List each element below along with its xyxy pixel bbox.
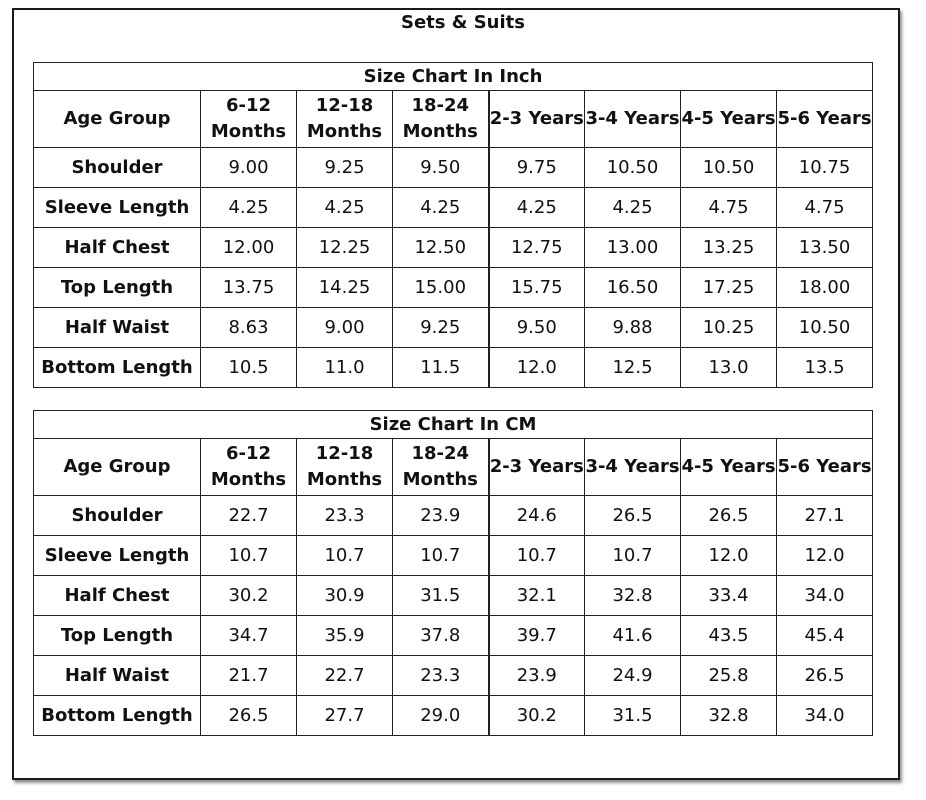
measurement-value: 9.00 [297,308,393,348]
measurement-value: 22.7 [297,656,393,696]
age-column-header: 12-18 Months [297,439,393,496]
measurement-value: 32.8 [681,696,777,736]
measurement-value: 12.00 [201,228,297,268]
measurement-label: Half Waist [34,656,201,696]
measurement-value: 26.5 [681,496,777,536]
measurement-value: 32.8 [585,576,681,616]
measurement-value: 23.3 [297,496,393,536]
measurement-value: 10.50 [585,148,681,188]
measurement-value: 10.7 [201,536,297,576]
table-row [34,308,873,348]
measurement-value: 9.00 [201,148,297,188]
measurement-label: Top Length [34,616,201,656]
age-column-header: 18-24 Months [393,439,489,496]
size-chart-inch-table [33,62,873,388]
measurement-value: 30.2 [201,576,297,616]
age-column-header: 18-24 Months [393,91,489,148]
table-row [34,616,873,656]
measurement-value: 4.25 [393,188,489,228]
age-column-header: 6-12 Months [201,439,297,496]
measurement-value: 13.00 [585,228,681,268]
measurement-value: 30.9 [297,576,393,616]
table-caption: Size Chart In Inch [34,63,873,91]
measurement-value: 30.2 [489,696,585,736]
measurement-value: 27.1 [777,496,873,536]
measurement-value: 10.5 [201,348,297,388]
table-row [34,536,873,576]
measurement-value: 9.25 [297,148,393,188]
measurement-value: 13.50 [777,228,873,268]
measurement-value: 13.75 [201,268,297,308]
measurement-value: 4.75 [681,188,777,228]
age-column-header: 3-4 Years [585,91,681,148]
measurement-value: 33.4 [681,576,777,616]
measurement-value: 23.9 [489,656,585,696]
measurement-value: 13.25 [681,228,777,268]
measurement-label: Sleeve Length [34,188,201,228]
table-caption: Size Chart In CM [34,411,873,439]
age-column-header: 4-5 Years [681,91,777,148]
measurement-value: 10.7 [489,536,585,576]
measurement-value: 10.7 [297,536,393,576]
measurement-value: 25.8 [681,656,777,696]
measurement-value: 34.7 [201,616,297,656]
table-row [34,348,873,388]
age-column-header: 12-18 Months [297,91,393,148]
measurement-value: 31.5 [393,576,489,616]
measurement-value: 10.7 [585,536,681,576]
table-row [34,228,873,268]
measurement-value: 32.1 [489,576,585,616]
measurement-value: 26.5 [777,656,873,696]
measurement-label: Half Waist [34,308,201,348]
measurement-value: 11.5 [393,348,489,388]
page-title: Sets & Suits [401,12,525,33]
measurement-value: 12.0 [681,536,777,576]
table-row [34,696,873,736]
measurement-value: 12.0 [489,348,585,388]
age-column-header: 5-6 Years [777,91,873,148]
measurement-value: 45.4 [777,616,873,656]
measurement-label: Shoulder [34,496,201,536]
measurement-value: 4.25 [297,188,393,228]
measurement-value: 22.7 [201,496,297,536]
measurement-value: 39.7 [489,616,585,656]
measurement-label: Half Chest [34,228,201,268]
age-column-header: 6-12 Months [201,91,297,148]
measurement-value: 24.9 [585,656,681,696]
measurement-value: 9.75 [489,148,585,188]
measurement-value: 16.50 [585,268,681,308]
size-chart-cm-table [33,410,873,736]
measurement-label: Top Length [34,268,201,308]
measurement-value: 9.50 [393,148,489,188]
measurement-value: 12.50 [393,228,489,268]
age-column-header: 2-3 Years [489,439,585,496]
measurement-value: 35.9 [297,616,393,656]
age-column-header: 5-6 Years [777,439,873,496]
measurement-label: Half Chest [34,576,201,616]
measurement-value: 9.25 [393,308,489,348]
measurement-value: 12.25 [297,228,393,268]
measurement-value: 17.25 [681,268,777,308]
measurement-value: 21.7 [201,656,297,696]
measurement-value: 12.5 [585,348,681,388]
measurement-value: 26.5 [585,496,681,536]
header-row [34,91,873,148]
measurement-value: 29.0 [393,696,489,736]
measurement-value: 4.25 [489,188,585,228]
measurement-label: Bottom Length [34,348,201,388]
measurement-value: 18.00 [777,268,873,308]
measurement-value: 12.0 [777,536,873,576]
measurement-value: 14.25 [297,268,393,308]
measurement-value: 9.88 [585,308,681,348]
measurement-value: 10.50 [777,308,873,348]
table-row [34,496,873,536]
measurement-value: 10.7 [393,536,489,576]
age-group-header: Age Group [34,91,201,148]
measurement-value: 4.75 [777,188,873,228]
measurement-value: 10.75 [777,148,873,188]
measurement-value: 15.00 [393,268,489,308]
measurement-value: 34.0 [777,696,873,736]
age-group-header: Age Group [34,439,201,496]
measurement-value: 43.5 [681,616,777,656]
measurement-value: 13.0 [681,348,777,388]
measurement-value: 4.25 [201,188,297,228]
table-row [34,576,873,616]
measurement-value: 27.7 [297,696,393,736]
measurement-value: 34.0 [777,576,873,616]
measurement-value: 10.50 [681,148,777,188]
measurement-label: Sleeve Length [34,536,201,576]
measurement-label: Shoulder [34,148,201,188]
measurement-value: 23.9 [393,496,489,536]
measurement-value: 24.6 [489,496,585,536]
measurement-value: 4.25 [585,188,681,228]
measurement-value: 41.6 [585,616,681,656]
measurement-value: 13.5 [777,348,873,388]
measurement-value: 9.50 [489,308,585,348]
age-column-header: 2-3 Years [489,91,585,148]
measurement-value: 26.5 [201,696,297,736]
table-row [34,268,873,308]
measurement-value: 31.5 [585,696,681,736]
measurement-label: Bottom Length [34,696,201,736]
measurement-value: 8.63 [201,308,297,348]
table-row [34,656,873,696]
measurement-value: 10.25 [681,308,777,348]
measurement-value: 37.8 [393,616,489,656]
measurement-value: 15.75 [489,268,585,308]
measurement-value: 12.75 [489,228,585,268]
age-column-header: 4-5 Years [681,439,777,496]
table-row [34,148,873,188]
header-row [34,439,873,496]
measurement-value: 11.0 [297,348,393,388]
table-row [34,188,873,228]
age-column-header: 3-4 Years [585,439,681,496]
measurement-value: 23.3 [393,656,489,696]
